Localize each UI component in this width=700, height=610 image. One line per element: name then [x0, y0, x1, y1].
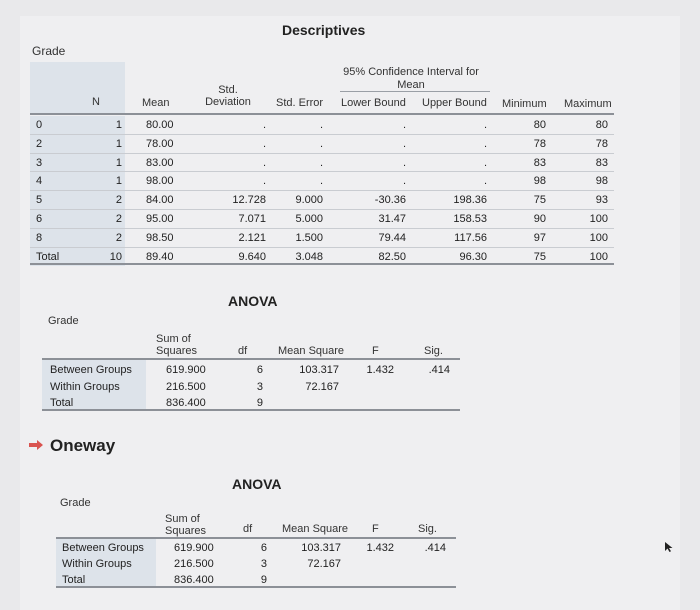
header-upper-bound: Upper Bound [422, 97, 487, 109]
cell-std-error: . [319, 175, 323, 188]
cell-maximum: 98 [595, 175, 608, 188]
header-maximum: Maximum [564, 98, 612, 110]
header-std-error: Std. Error [276, 97, 324, 109]
cell-upper-bound: . [483, 119, 487, 131]
anova1-header-df: df [238, 345, 248, 357]
descriptives-var-label: Grade [32, 44, 66, 58]
anova1-title: ANOVA [228, 293, 278, 309]
anova1-header-ss: Sum of Squares [156, 333, 197, 357]
cell-std-deviation: 7.071 [238, 213, 266, 225]
cell-std-error: . [319, 137, 323, 150]
cell-maximum: 100 [589, 213, 608, 225]
cell-mean-square: 72.167 [307, 558, 341, 570]
anova2-header-f: F [372, 523, 379, 535]
anova1-header-sig: Sig. [424, 345, 443, 357]
cell-group: 3 [36, 156, 43, 169]
cell-f: 1.432 [366, 364, 394, 376]
cell-mean: 98.00 [146, 175, 174, 188]
cell-source: Within Groups [62, 558, 132, 570]
cell-upper-bound: . [483, 175, 487, 188]
cell-mean: 89.40 [146, 250, 174, 263]
anova2-header-df: df [243, 523, 253, 535]
anova2-title: ANOVA [232, 476, 282, 492]
cell-group: 0 [36, 119, 43, 131]
cell-std-error: . [319, 119, 323, 131]
cell-group: 5 [36, 194, 43, 207]
cell-n: 2 [115, 231, 122, 244]
cell-upper-bound: 158.53 [453, 213, 487, 225]
cell-mean-square: 72.167 [305, 380, 339, 393]
cell-upper-bound: . [483, 156, 487, 169]
cell-df: 3 [256, 380, 263, 393]
cell-lower-bound: 31.47 [378, 213, 406, 225]
header-ci: 95% Confidence Interval for Mean [343, 66, 479, 91]
cell-std-deviation: . [262, 156, 266, 169]
cell-std-error: . [319, 156, 323, 169]
cell-mean-square: 103.317 [299, 364, 339, 376]
cell-sum-of-squares: 619.900 [166, 364, 206, 376]
anova1-bottom-rule [42, 409, 460, 411]
cell-mean: 95.00 [146, 213, 174, 225]
cell-group: Total [36, 250, 60, 263]
header-lower-bound: Lower Bound [341, 97, 406, 109]
cell-minimum: 75 [533, 250, 546, 263]
cell-n: 1 [115, 137, 122, 150]
cell-std-deviation: 9.640 [238, 250, 266, 263]
cell-minimum: 97 [533, 231, 546, 244]
cell-maximum: 100 [589, 250, 608, 263]
descriptives-title: Descriptives [282, 22, 366, 38]
cell-maximum: 93 [595, 194, 608, 207]
cell-upper-bound: 198.36 [453, 194, 487, 207]
cell-mean-square: 103.317 [301, 542, 341, 554]
cell-std-error: 1.500 [295, 231, 323, 244]
cell-sum-of-squares: 619.900 [174, 542, 214, 554]
cell-lower-bound: -30.36 [374, 194, 406, 207]
ci-divider [340, 91, 490, 92]
cell-std-deviation: 2.121 [238, 231, 266, 244]
cell-lower-bound: 79.44 [378, 231, 406, 244]
cell-std-deviation: 12.728 [232, 194, 266, 207]
red-arrow-icon [28, 439, 44, 451]
anova1-header-f: F [372, 345, 379, 357]
cell-source: Total [62, 574, 86, 586]
header-rule [30, 113, 614, 115]
cell-n: 2 [115, 194, 122, 207]
cell-minimum: 83 [533, 156, 546, 169]
header-std-deviation: Std. Deviation [205, 84, 251, 108]
mouse-cursor-icon [664, 541, 674, 553]
cell-std-error: 5.000 [295, 213, 323, 225]
cell-minimum: 90 [533, 213, 546, 225]
cell-group: 4 [36, 175, 43, 188]
cell-group: 8 [36, 231, 43, 244]
cell-source: Within Groups [50, 380, 120, 393]
cell-mean: 83.00 [146, 156, 174, 169]
cell-sig: .414 [424, 542, 446, 554]
cell-df: 6 [256, 364, 263, 376]
anova1-header-ms: Mean Square [278, 345, 345, 357]
cell-df: 9 [260, 574, 267, 586]
cell-lower-bound: . [402, 137, 406, 150]
cell-sum-of-squares: 836.400 [174, 574, 214, 586]
anova2-header-sig: Sig. [418, 523, 437, 535]
descriptives-bottom-rule [30, 263, 614, 265]
cell-df: 6 [260, 542, 267, 554]
anova2-header-ss: Sum of Squares [165, 513, 206, 537]
cell-std-error: 3.048 [295, 250, 323, 263]
cell-upper-bound: 96.30 [459, 250, 487, 263]
cell-group: 6 [36, 213, 43, 225]
cell-source: Total [50, 397, 74, 409]
anova1-var-label: Grade [48, 315, 79, 327]
cell-maximum: 80 [595, 119, 608, 131]
cell-std-deviation: . [262, 137, 266, 150]
cell-sig: .414 [428, 364, 450, 376]
anova2-header-ms: Mean Square [282, 523, 349, 535]
anova2-bottom-rule [56, 586, 456, 588]
cell-sum-of-squares: 836.400 [166, 397, 206, 409]
cell-upper-bound: 117.56 [454, 231, 487, 244]
cell-lower-bound: . [402, 156, 406, 169]
cell-n: 2 [115, 213, 122, 225]
cell-mean: 78.00 [146, 137, 174, 150]
cell-source: Between Groups [62, 542, 144, 554]
cell-maximum: 78 [595, 137, 608, 150]
header-minimum: Minimum [502, 98, 547, 110]
header-n: N [92, 96, 100, 108]
cell-lower-bound: 82.50 [378, 250, 406, 263]
cell-lower-bound: . [402, 175, 406, 188]
cell-minimum: 75 [533, 194, 546, 207]
cell-mean: 80.00 [146, 119, 174, 131]
cell-f: 1.432 [366, 542, 394, 554]
header-stub-band [30, 62, 125, 114]
cell-lower-bound: . [402, 119, 406, 131]
cell-group: 2 [36, 137, 43, 150]
cell-n: 10 [109, 250, 122, 263]
cell-sum-of-squares: 216.500 [166, 380, 206, 393]
cell-std-deviation: . [262, 119, 266, 131]
header-mean: Mean [142, 97, 170, 109]
anova2-var-label: Grade [60, 497, 91, 509]
cell-sum-of-squares: 216.500 [174, 558, 214, 570]
cell-std-error: 9.000 [295, 194, 323, 207]
cell-upper-bound: . [483, 137, 487, 150]
cell-std-deviation: . [262, 175, 266, 188]
cell-minimum: 80 [533, 119, 546, 131]
cell-maximum: 100 [589, 231, 608, 244]
oneway-heading: Oneway [50, 436, 116, 455]
cell-df: 3 [260, 558, 267, 570]
cell-minimum: 78 [533, 137, 546, 150]
cell-df: 9 [256, 397, 263, 409]
cell-mean: 84.00 [146, 194, 174, 207]
cell-minimum: 98 [533, 175, 546, 188]
cell-mean: 98.50 [146, 231, 174, 244]
cell-n: 1 [115, 119, 122, 131]
cell-source: Between Groups [50, 364, 132, 376]
cell-maximum: 83 [595, 156, 608, 169]
cell-n: 1 [115, 175, 122, 188]
cell-n: 1 [115, 156, 122, 169]
